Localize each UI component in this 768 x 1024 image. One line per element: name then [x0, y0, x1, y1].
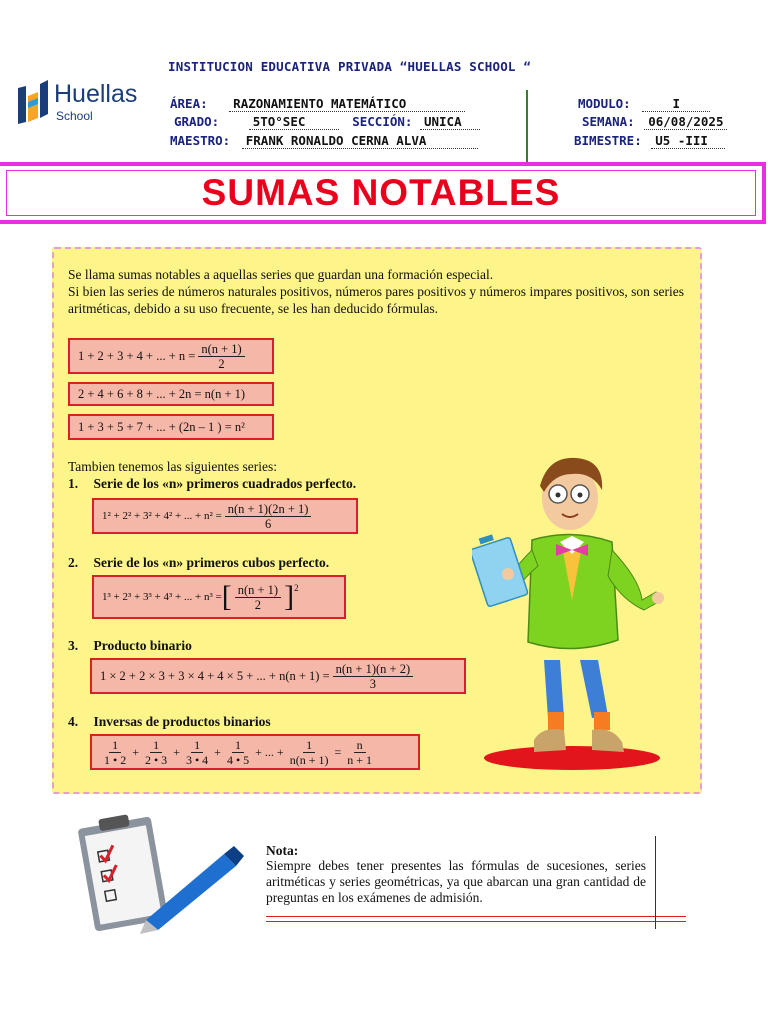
bimestre-row [574, 133, 725, 149]
section-1-heading [68, 476, 356, 492]
modulo-label: MODULO: [578, 96, 631, 111]
formula-inverse-binary: $\frac{1}{1 • 2}$ + $\frac{1}{2 • 3}$ + $\frac{1}{3 • 4}$ + $\frac{1}{4 • 5}$ + ... + $\frac{1}{n(n + 1)}$ = $\frac{n}{n + 1}$ [90, 734, 420, 770]
fraction-denominator: n + 1 [347, 752, 373, 767]
fraction-denominator: 2 [218, 356, 225, 371]
formula-squares [92, 498, 358, 534]
formula-left: 1 × 2 + 2 × 3 + 3 × 4 + 4 × 5 + ... + n(n + 1) = [100, 668, 330, 683]
fraction-numerator: n(n + 1) [198, 342, 244, 357]
formula-text: 2 + 4 + 6 + 8 + ... + 2n = n(n + 1) [78, 386, 246, 401]
section-title: Producto binario [93, 638, 192, 653]
formula-left: 1³ + 2³ + 3³ + 4³ + ... + n³ = [102, 591, 222, 603]
formula-fraction [235, 583, 281, 612]
fraction-numerator: 1 [109, 738, 121, 753]
fraction-denominator: 3 [369, 676, 376, 691]
fraction-denominator: 4 • 5 [226, 752, 250, 767]
fraction-denominator: 6 [264, 516, 272, 531]
formula-fraction [225, 502, 312, 531]
fraction-numerator: n(n + 1)(n + 2) [333, 662, 414, 677]
semana-row [582, 114, 727, 130]
semana-value: 06/08/2025 [644, 114, 727, 130]
huellas-logo-icon [14, 78, 54, 128]
section-number: 4. [68, 714, 79, 729]
area-row [170, 96, 465, 112]
formula-odd-sum [68, 414, 274, 440]
fraction-denominator: 1 • 2 [104, 752, 127, 767]
fraction-denominator: 2 • 3 [144, 752, 168, 767]
fraction-numerator: 1 [191, 738, 203, 753]
formula-binary-product [90, 658, 466, 694]
last-term-fraction [287, 738, 332, 767]
grado-row [174, 114, 480, 130]
semana-label: SEMANA: [582, 114, 635, 129]
modulo-row [578, 96, 710, 112]
result-fraction [344, 738, 375, 767]
seccion-value: UNICA [420, 114, 480, 130]
title-banner [0, 162, 766, 224]
header-divider [526, 90, 528, 162]
note-underline-2 [266, 921, 686, 922]
section-number: 1. [68, 476, 79, 491]
grado-label: GRADO: [174, 114, 220, 129]
fraction-numerator: n(n + 1) [235, 583, 281, 598]
area-value: RAZONAMIENTO MATEMÁTICO [229, 96, 465, 112]
section-title: Serie de los «n» primeros cuadrados perfecto. [93, 476, 357, 491]
logo-subtext: School [56, 109, 93, 123]
right-bracket: ] [284, 580, 295, 613]
section-number: 2. [68, 555, 79, 570]
term-fraction [101, 738, 129, 767]
also-text: Tambien tenemos las siguientes series: [68, 459, 278, 474]
fraction-denominator: n(n + 1) [289, 752, 329, 767]
note-underline-1 [266, 916, 686, 917]
bimestre-label: BIMESTRE: [574, 133, 642, 148]
seccion-label: SECCIÓN: [352, 114, 413, 129]
section-3-heading [68, 638, 192, 654]
section-2-heading [68, 555, 329, 571]
maestro-row [170, 133, 478, 149]
area-label: ÁREA: [170, 96, 208, 111]
institution-name: INSTITUCION EDUCATIVA PRIVADA “HUELLAS SCHOOL “ [168, 59, 532, 74]
bimestre-value: U5 -III [651, 133, 725, 149]
modulo-value: I [642, 96, 710, 112]
fraction-numerator: 1 [232, 738, 244, 753]
formula-fraction [333, 662, 414, 691]
fraction-numerator: n(n + 1)(2n + 1) [225, 502, 312, 517]
clipboard-pen-illustration [74, 808, 250, 936]
note-title: Nota: [266, 843, 299, 858]
ellipsis-term: + ... + [255, 744, 284, 759]
fraction-numerator: 1 [303, 738, 315, 753]
school-logo [14, 78, 144, 130]
term-fraction [183, 738, 211, 767]
formula-natural-sum [68, 338, 274, 374]
section-title: Serie de los «n» primeros cubos perfecto. [93, 555, 330, 570]
section-4-heading [68, 714, 271, 730]
left-bracket: [ [221, 580, 232, 613]
intro-text [68, 266, 684, 317]
fraction-denominator: 2 [254, 597, 262, 612]
fraction-numerator: 1 [150, 738, 162, 753]
formula-left: 1² + 2² + 3² + 4² + ... + n² = [102, 510, 222, 522]
formula-cubes [92, 575, 346, 619]
intro-line-1: Se llama sumas notables a aquellas series que guardan una formación especial. [68, 267, 494, 282]
formula-fraction [198, 342, 244, 371]
note-divider [655, 836, 656, 929]
logo-text: Huellas [54, 80, 138, 108]
formula-left: 1 + 2 + 3 + 4 + ... + n = [78, 348, 196, 363]
teacher-illustration [472, 450, 672, 772]
section-title: Inversas de productos binarios [93, 714, 271, 729]
maestro-label: MAESTRO: [170, 133, 231, 148]
fraction-numerator: n [354, 738, 366, 753]
note-text: Siempre debes tener presentes las fórmulas de sucesiones, series aritméticas y series geométricas, ya que abarcan una gran cantidad de preguntas en los exámenes de admisión. [266, 858, 646, 905]
section-number: 3. [68, 638, 79, 653]
maestro-value: FRANK RONALDO CERNA ALVA [242, 133, 478, 149]
grado-value: 5TO°SEC [249, 114, 339, 130]
intro-line-2: Si bien las series de números naturales positivos, números pares positivos y números impares positivos, son series aritméticas, debido a su uso frecuente, se les han deducido fórmulas. [68, 284, 684, 316]
term-fraction [142, 738, 170, 767]
formula-text: 1 + 3 + 5 + 7 + ... + (2n – 1 ) = n² [78, 419, 245, 434]
fraction-denominator: 3 • 4 [185, 752, 209, 767]
page-title: SUMAS NOTABLES [201, 172, 561, 213]
term-fraction [224, 738, 252, 767]
formula-even-sum [68, 382, 274, 406]
exponent: 2 [294, 583, 299, 593]
